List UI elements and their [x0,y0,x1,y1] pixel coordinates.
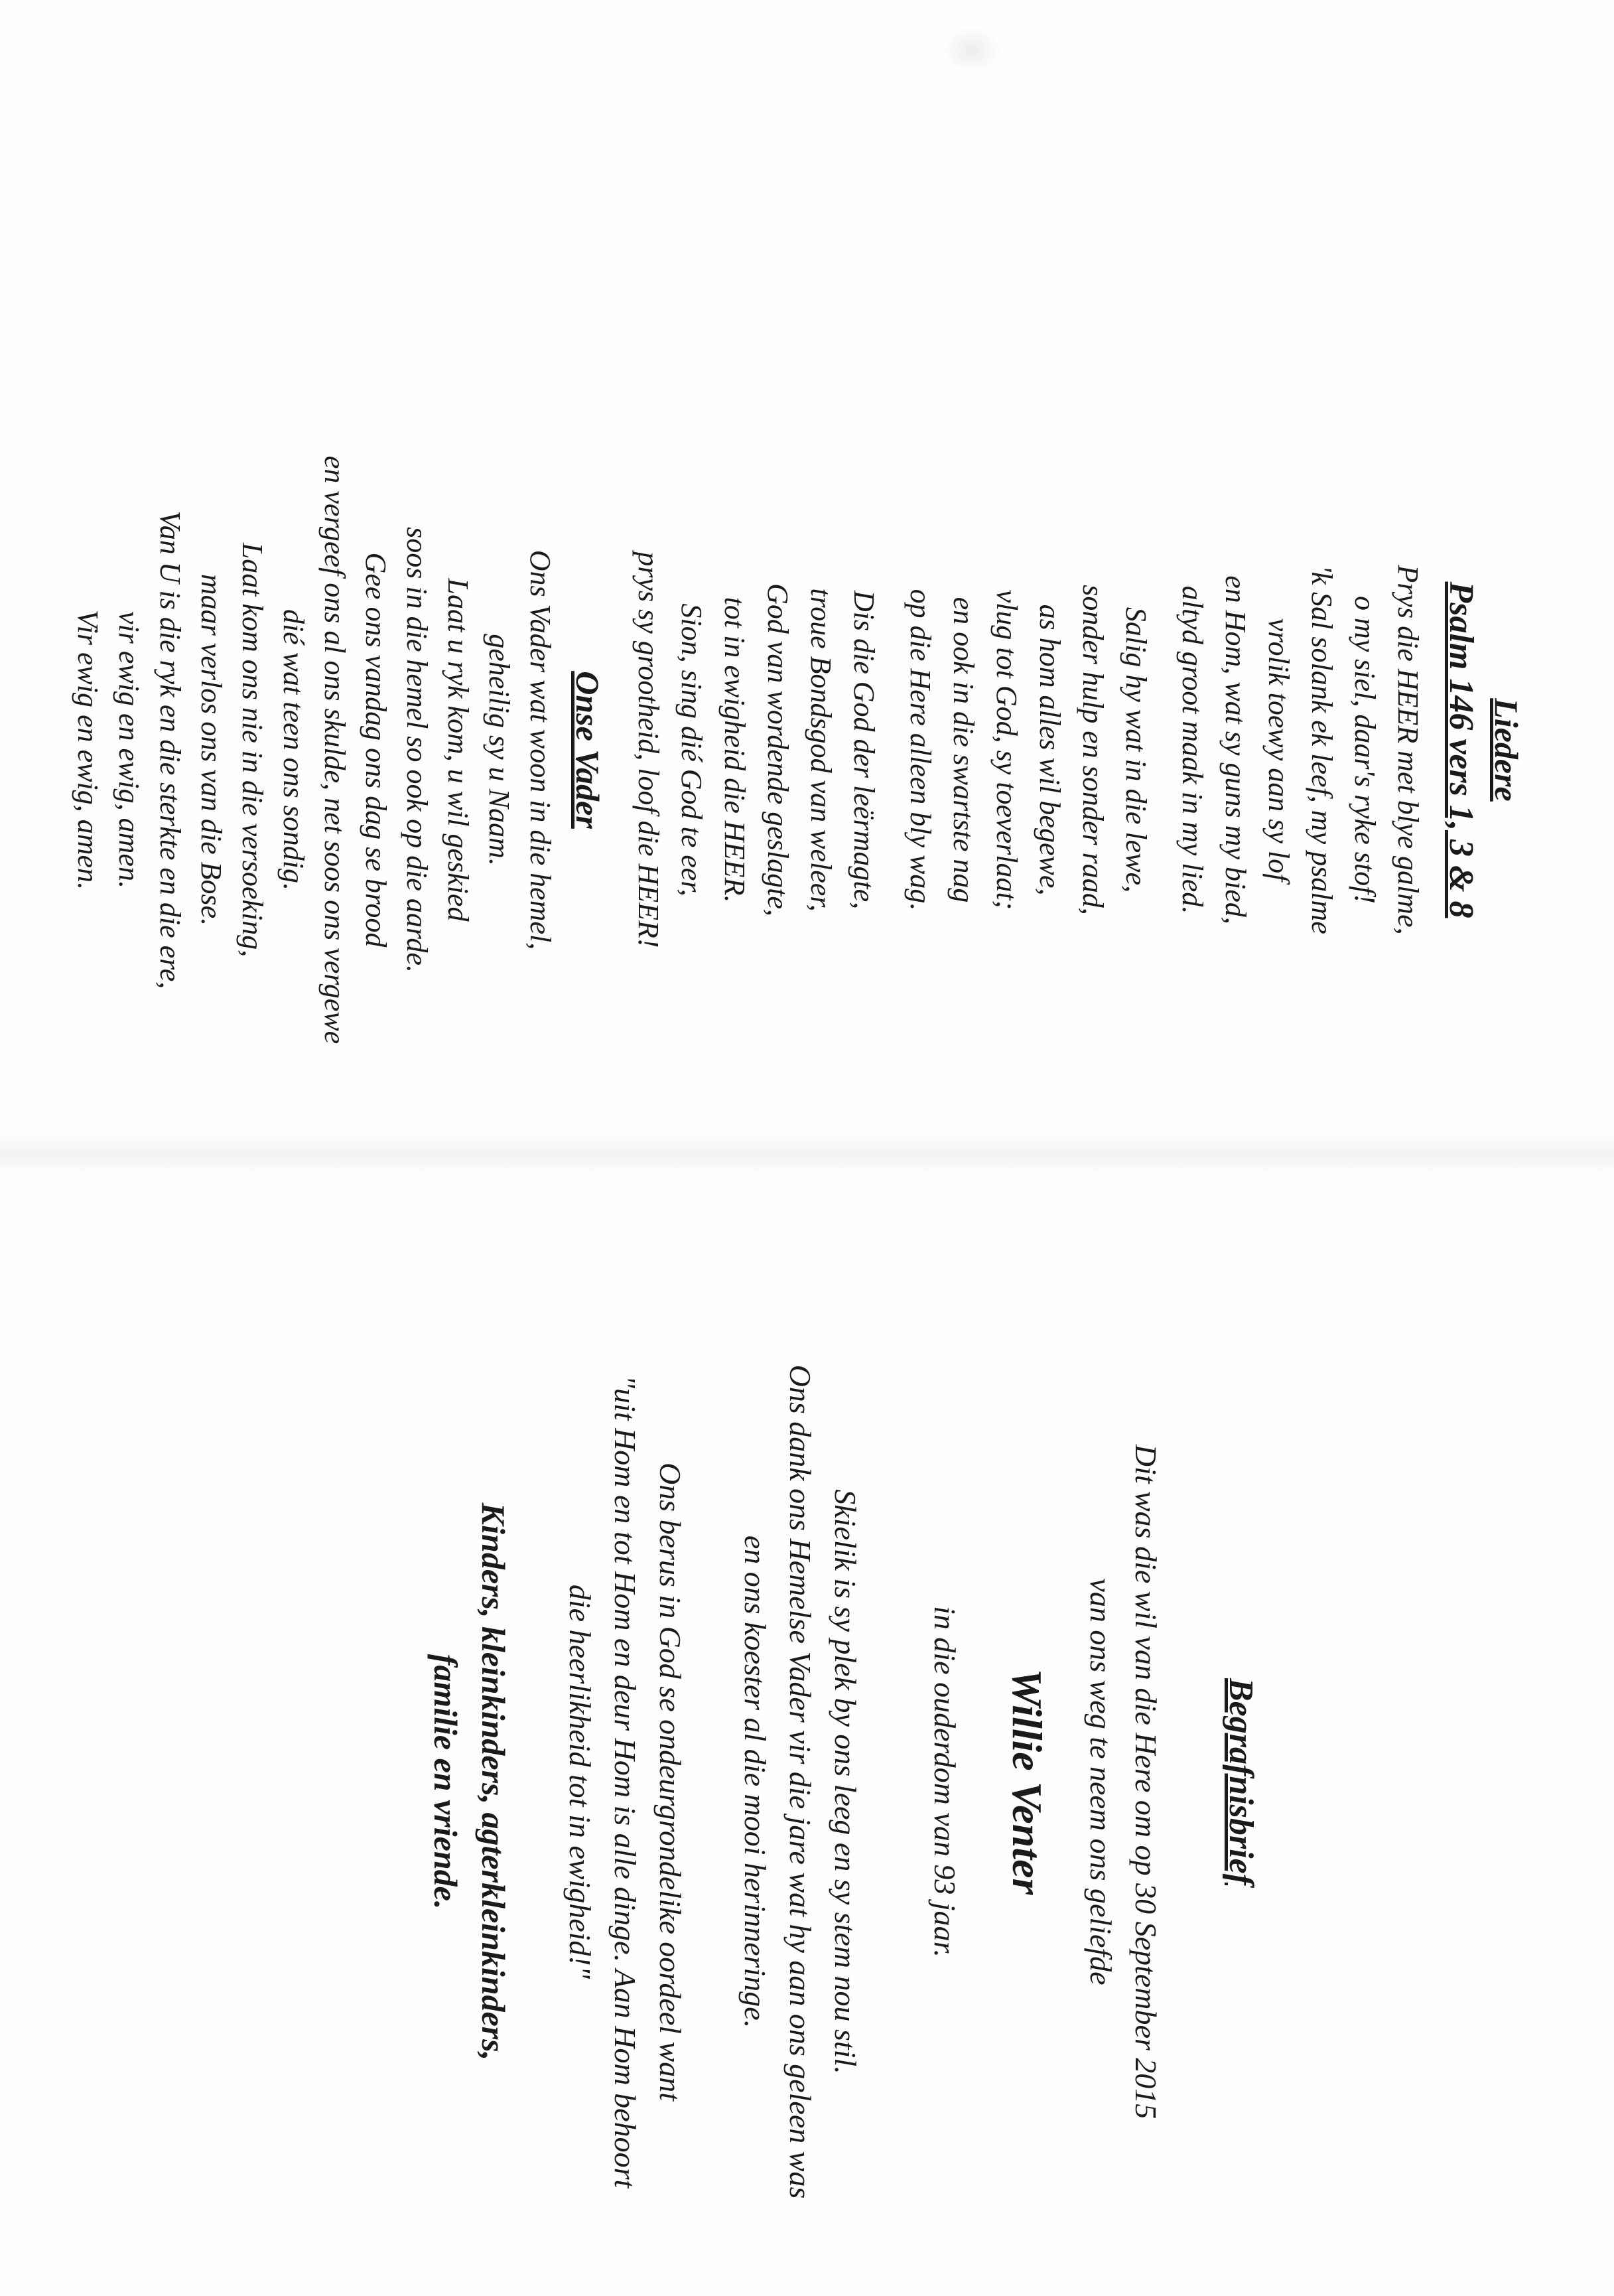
psalm-verse-8 [627,332,886,1168]
brief-title: Begrafnisbrief [1222,1678,1260,1885]
prayer-line: Vir ewig en ewig, amen. [72,610,104,890]
brief-line: "uit Hom en tot Hom en deur Hom is alle dinge. Aan Hom behoort [608,1375,642,2188]
verse-line: 'k Sal solank ek leef, my psalme [1306,565,1338,934]
brief-line: Ons dank ons Hemelse Vader vir die jare wat hy aan ons geleen was [783,1364,817,2199]
prayer-line: en vergeef ons al ons skulde, net soos ons vergewe [318,455,351,1044]
verse-line: vlug tot God, sy toeverlaat; [990,589,1023,910]
brief-paragraph-2 [557,1301,693,2263]
deceased-name: Willie Venter [1004,1668,1051,1895]
scan-smudge [942,27,1002,73]
verse-line: Prys die HEER met blye galme, [1392,565,1424,935]
begrafnisbrief-panel [133,1301,1260,2263]
prayer-line: vir ewig en ewig, amen. [113,611,145,889]
verse-line: tot in ewigheid die HEER. [718,597,751,903]
verse-line: troue Bondsgod van weleer, [805,588,837,912]
brief-line: Skielik is sy plek by ons leeg en sy stem nou stil. [829,1489,862,2074]
brief-line: en ons koester al die mooi herinneringe. [738,1535,772,2029]
brief-line: die heerlikheid tot in ewigheid!" [563,1584,597,1979]
verse-line: altyd groot maak in my lied. [1176,585,1209,914]
prayer-line: soos in die hemel so ook op die aarde. [401,527,433,973]
verse-line: prys sy grootheid, loof die HEER! [632,551,665,948]
verse-line: sonder hulp en sonder raad, [1077,585,1109,915]
prayer-line: maar verlos ons van die Bose. [195,573,228,926]
brief-signature [422,1301,517,2263]
prayer-line: Ons Vader wat woon in die hemel, [524,549,557,950]
brief-line: Dit was die wil van die Here om op 30 September 2015 [1129,1444,1163,2119]
brief-intro [1078,1301,1168,2263]
signature-line: familie en vriende. [427,1654,464,1910]
prayer-line: Van U is die ryk en die sterkte en die ere, [154,510,186,989]
prayer-text [67,332,561,1168]
verse-line: op die Here alleen bly wag. [904,589,937,911]
verse-line: Dis die God der leërmagte, [848,590,880,910]
prayer-heading: Onse Vader [569,671,606,829]
verse-line: as hom alles wil begewe, [1034,604,1066,896]
signature-line: Kinders, kleinkinders, agterkleinkinders, [475,1502,512,2061]
brief-line: van ons weg te neem ons geliefde [1084,1578,1118,1985]
psalm-verse-1 [1171,332,1430,1168]
liedere-title: Liedere [1488,698,1525,802]
verse-line: o my siel, daar's ryke stof! [1349,596,1381,904]
psalm-verse-3 [899,332,1158,1168]
verse-line: en Hom, wat sy guns my bied, [1219,575,1252,924]
deceased-age: in die ouderdom van 93 jaar. [928,1606,962,1958]
verse-line: en ook in die swartste nag [947,597,980,903]
prayer-line: Laat u ryk kom, u wil geskied [442,578,474,922]
verse-line: Sion, sing dié God te eer, [675,603,708,897]
liedere-panel [72,332,1526,1168]
verse-line: vrolik toewy aan sy lof [1262,618,1295,882]
brief-paragraph-1 [732,1301,868,2263]
psalm-heading: Psalm 146 vers 1, 3 & 8 [1442,581,1480,918]
prayer-line: Laat kom ons nie in die versoeking, [236,542,269,958]
verse-line: Salig hy wat in die lewe, [1120,607,1152,893]
prayer-line: geheilig sy u Naam. [483,634,515,866]
prayer-line: Gee ons vandag ons dag se brood [360,552,392,948]
prayer-line: dié wat teen ons sondig. [277,609,310,891]
brief-line: Ons berus in God se ondeurgrondelike oordeel want [653,1462,687,2102]
verse-line: God van wordende geslagte, [762,583,794,916]
